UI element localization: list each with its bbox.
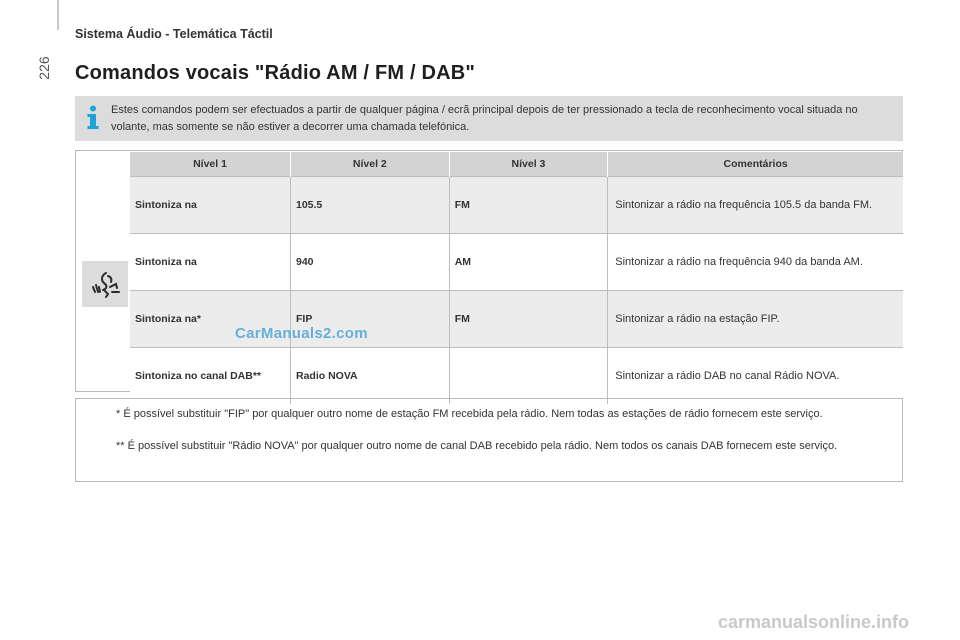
table-row bbox=[130, 234, 903, 291]
commands-table bbox=[130, 152, 903, 404]
table-row bbox=[130, 177, 903, 234]
voice-command-icon bbox=[82, 261, 128, 307]
footnote-1: * É possível substituir "FIP" por qualquer outro nome de estação FM recebida pela rádio. Nem todas as estações de rádio fornecem este serviço. bbox=[116, 408, 823, 420]
cell-nivel-1: Sintoniza na bbox=[130, 177, 290, 234]
header-comentarios: Comentários bbox=[608, 152, 903, 177]
footer-watermark: carmanualsonline.info bbox=[718, 612, 910, 632]
cell-comment: Sintonizar a rádio na frequência 940 da banda AM. bbox=[608, 234, 903, 291]
watermark: CarManuals2.com bbox=[235, 325, 368, 342]
info-box bbox=[75, 96, 903, 141]
cell-nivel-2: 940 bbox=[290, 234, 449, 291]
cell-nivel-3 bbox=[449, 348, 608, 405]
cell-nivel-3: FM bbox=[449, 177, 608, 234]
cell-nivel-1: Sintoniza na* bbox=[130, 291, 290, 348]
cell-comment: Sintonizar a rádio DAB no canal Rádio NOVA. bbox=[608, 348, 903, 405]
info-text: Estes comandos podem ser efectuados a partir de qualquer página / ecrã principal depois de ter pressionado a tecla de reconhecimento vocal situada no volante, mas somente se não estiver a decorrer uma chamada telefónica. bbox=[111, 104, 858, 133]
margin-line bbox=[57, 0, 59, 30]
table-row bbox=[130, 348, 903, 405]
page-number: 226 bbox=[36, 56, 52, 80]
cell-comment: Sintonizar a rádio na estação FIP. bbox=[608, 291, 903, 348]
footnote-2: ** É possível substituir "Rádio NOVA" por qualquer outro nome de canal DAB recebido pela rádio. Nem todos os canais DAB fornecem este serviço. bbox=[116, 440, 838, 452]
chapter-title: Sistema Áudio - Telemática Táctil bbox=[75, 27, 273, 41]
footnotes-box bbox=[75, 398, 903, 482]
cell-nivel-3: AM bbox=[449, 234, 608, 291]
section-title: Comandos vocais "Rádio AM / FM / DAB" bbox=[75, 62, 476, 84]
header-nivel-3: Nível 3 bbox=[449, 152, 608, 177]
cell-nivel-2: Radio NOVA bbox=[290, 348, 449, 405]
table-header-row bbox=[130, 152, 903, 177]
cell-nivel-1: Sintoniza na bbox=[130, 234, 290, 291]
cell-nivel-2: FIP bbox=[290, 291, 449, 348]
info-icon bbox=[84, 105, 102, 131]
cell-nivel-1: Sintoniza no canal DAB** bbox=[130, 348, 290, 405]
cell-comment: Sintonizar a rádio na frequência 105.5 da banda FM. bbox=[608, 177, 903, 234]
cell-nivel-3: FM bbox=[449, 291, 608, 348]
header-nivel-1: Nível 1 bbox=[130, 152, 290, 177]
cell-nivel-2: 105.5 bbox=[290, 177, 449, 234]
voice-command-icon-cell bbox=[82, 261, 128, 307]
header-nivel-2: Nível 2 bbox=[290, 152, 449, 177]
